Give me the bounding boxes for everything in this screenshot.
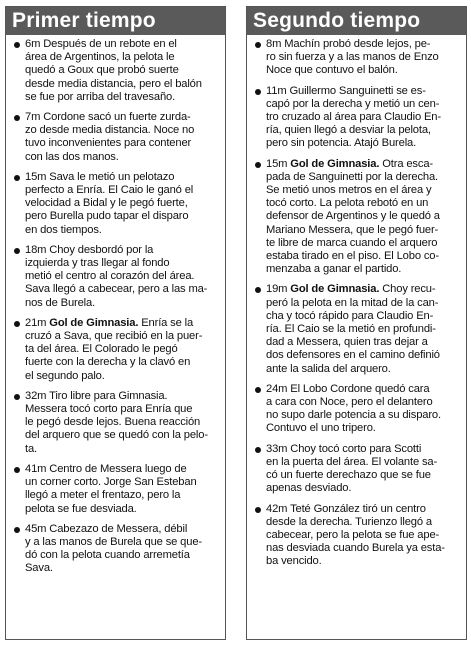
bullet-icon bbox=[14, 467, 20, 473]
entry-line: Sava. bbox=[25, 562, 53, 575]
entry-line: 11m Guillermo Sanguinetti se es- bbox=[266, 84, 426, 97]
entry-line: te libre de marca cuando el arquero bbox=[266, 236, 438, 249]
entry-line: un corner corto. Jorge San Esteban bbox=[25, 476, 197, 489]
entry-line: Se metió unos metros en el área y bbox=[266, 184, 432, 197]
second-half-column bbox=[246, 6, 467, 640]
play-entry bbox=[14, 463, 220, 516]
play-entry bbox=[14, 38, 220, 104]
entry-line: no supo darle potencia a su disparo. bbox=[266, 409, 441, 422]
entry-line: 7m Cordone sacó un fuerte zurda- bbox=[25, 111, 191, 124]
entry-line: dos defensores en el camino definió bbox=[266, 349, 440, 362]
entry-line: Messera tocó corto para Enría que bbox=[25, 403, 193, 416]
entry-line: estaba tirado en el piso. El Lobo co- bbox=[266, 250, 439, 263]
play-entry bbox=[14, 111, 220, 164]
bullet-icon bbox=[14, 175, 20, 181]
entry-line: 18m Choy desbordó por la bbox=[25, 243, 154, 256]
goal-label: Gol de Gimnasia. bbox=[290, 157, 380, 170]
entry-line: en la puerta del área. El volante sa- bbox=[266, 455, 438, 468]
entry-line: 24m El Lobo Cordone quedó cara bbox=[266, 382, 430, 395]
entry-line: ta del área. El Colorado le pegó bbox=[25, 343, 178, 356]
entry-line: pada de Sanguinetti por la derecha. bbox=[266, 170, 439, 183]
entry-line: tocó corto. La pelota rebotó en un bbox=[266, 197, 429, 210]
entry-line: área de Argentinos, la pelota le bbox=[25, 51, 175, 64]
entry-line: cruzó a Sava, que recibió en la puer- bbox=[25, 330, 203, 343]
entry-line: en dos tiempos. bbox=[25, 223, 102, 236]
bullet-icon bbox=[255, 287, 261, 293]
entry-line: tro cruzado al área para Claudio En- bbox=[266, 111, 441, 124]
entry-line: 45m Cabezazo de Messera, débil bbox=[25, 522, 188, 535]
entry-line: el segundo palo. bbox=[25, 369, 105, 382]
entry-line: dó con la pelota cuando arremetía bbox=[25, 549, 190, 562]
play-entry bbox=[255, 503, 461, 569]
bullet-icon bbox=[14, 248, 20, 254]
entry-line: ba vencido. bbox=[266, 555, 322, 568]
bullet-icon bbox=[14, 321, 20, 327]
entry-line: 41m Centro de Messera luego de bbox=[25, 462, 187, 475]
entry-line: velocidad a Bidal y le pegó fuerte, bbox=[25, 197, 188, 210]
entry-line: Mariano Messera, que le pegó fuer- bbox=[266, 223, 439, 236]
entry-line: apenas desviado. bbox=[266, 482, 352, 495]
play-entry bbox=[14, 244, 220, 310]
goal-label: Gol de Gimnasia. bbox=[290, 283, 380, 296]
entry-line: perfecto a Enría. El Caio le ganó el bbox=[25, 184, 194, 197]
play-entry bbox=[255, 158, 461, 277]
entry-line: y a las manos de Burela que se que- bbox=[25, 535, 202, 548]
entry-line: ro sin fuerza y a las manos de Enzo bbox=[266, 51, 439, 64]
play-entry bbox=[255, 443, 461, 496]
goal-label: Gol de Gimnasia. bbox=[49, 316, 139, 329]
entry-line: 19m Gol de Gimnasia. Choy recu- bbox=[266, 283, 436, 296]
entry-line: quedó a Goux que probó suerte bbox=[25, 64, 179, 77]
entry-line: con las dos manos. bbox=[25, 150, 119, 163]
entry-line: ría. El Caio se la metió en profundi- bbox=[266, 323, 436, 336]
entry-line: zo desde media distancia. Noce no bbox=[25, 124, 195, 137]
entry-line: peró la pelota en la mitad de la can- bbox=[266, 296, 439, 309]
entry-line: 33m Choy tocó corto para Scotti bbox=[266, 442, 422, 455]
entry-line: 15m Gol de Gimnasia. Otra esca- bbox=[266, 157, 433, 170]
bullet-icon bbox=[14, 42, 20, 48]
bullet-icon bbox=[255, 42, 261, 48]
bullet-icon bbox=[14, 115, 20, 121]
play-entry bbox=[14, 317, 220, 383]
entry-line: desde media distancia, pero el balón bbox=[25, 77, 202, 90]
play-entry bbox=[255, 283, 461, 375]
entry-line: cabecear, pero la pelota se fue ape- bbox=[266, 528, 440, 541]
entry-line: le pegó desde lejos. Buena reacción bbox=[25, 416, 201, 429]
bullet-icon bbox=[14, 527, 20, 533]
entry-line: menzaba a ganar el partido. bbox=[266, 263, 402, 276]
entry-line: cha y tocó rápido para Claudio En- bbox=[266, 309, 434, 322]
second-half-entries bbox=[247, 35, 466, 569]
entry-line: izquierda y tras llegar al fondo bbox=[25, 257, 170, 270]
entry-line: 21m Gol de Gimnasia. Enría se la bbox=[25, 316, 194, 329]
bullet-icon bbox=[14, 394, 20, 400]
bullet-icon bbox=[255, 507, 261, 513]
play-entry bbox=[255, 38, 461, 78]
play-entry bbox=[255, 85, 461, 151]
play-entry bbox=[14, 171, 220, 237]
entry-line: pero Burella pudo tapar el disparo bbox=[25, 210, 189, 223]
entry-line: pero sin potencia. Atajó Burela. bbox=[266, 137, 417, 150]
bullet-icon bbox=[255, 387, 261, 393]
entry-line: ta. bbox=[25, 442, 37, 455]
entry-line: del arquero que se quedó con la pelo- bbox=[25, 429, 208, 442]
first-half-column bbox=[5, 6, 226, 640]
entry-line: 15m Sava le metió un pelotazo bbox=[25, 170, 175, 183]
bullet-icon bbox=[255, 447, 261, 453]
entry-line: Contuvo el uno tripero. bbox=[266, 422, 376, 435]
bullet-icon bbox=[255, 89, 261, 95]
entry-line: nos de Burela. bbox=[25, 296, 96, 309]
entry-line: tuvo inconvenientes para contener bbox=[25, 137, 192, 150]
entry-line: pelota se fue desviada. bbox=[25, 502, 137, 515]
entry-line: 32m Tiro libre para Gimnasia. bbox=[25, 389, 168, 402]
entry-line: ría, quien llegó a desviar la pelota, bbox=[266, 124, 431, 137]
second-half-title: Segundo tiempo bbox=[247, 7, 466, 35]
entry-line: ante la salida del arquero. bbox=[266, 362, 391, 375]
entry-line: 42m Teté González tiró un centro bbox=[266, 502, 426, 515]
play-entry bbox=[14, 523, 220, 576]
entry-line: Noce que contuvo el balón. bbox=[266, 64, 398, 77]
first-half-entries bbox=[6, 35, 225, 576]
entry-line: 8m Machín probó desde lejos, pe- bbox=[266, 38, 431, 50]
entry-line: Sava llegó a cabecear, pero a las ma- bbox=[25, 283, 208, 296]
entry-line: defensor de Argentinos y le quedó a bbox=[266, 210, 440, 223]
entry-line: metió el centro al corazón del área. bbox=[25, 270, 195, 283]
entry-line: fuerte con la derecha y la clavó en bbox=[25, 356, 191, 369]
entry-line: desde la derecha. Turienzo llegó a bbox=[266, 515, 432, 528]
first-half-title: Primer tiempo bbox=[6, 7, 225, 35]
entry-line: nas desviada cuando Burela ya esta- bbox=[266, 542, 445, 555]
play-entry bbox=[255, 383, 461, 436]
entry-line: a cara con Noce, pero el delantero bbox=[266, 396, 433, 409]
entry-line: se fue por arriba del travesaño. bbox=[25, 90, 176, 103]
play-entry bbox=[14, 390, 220, 456]
entry-line: 6m Después de un rebote en el bbox=[25, 38, 177, 50]
entry-line: llegó a meter el frentazo, pero la bbox=[25, 489, 181, 502]
entry-line: có un fuerte derechazo que se fue bbox=[266, 469, 431, 482]
entry-line: dad a Messera, quien tras dejar a bbox=[266, 336, 428, 349]
entry-line: capó por la derecha y metió un cen- bbox=[266, 97, 440, 110]
bullet-icon bbox=[255, 162, 261, 168]
